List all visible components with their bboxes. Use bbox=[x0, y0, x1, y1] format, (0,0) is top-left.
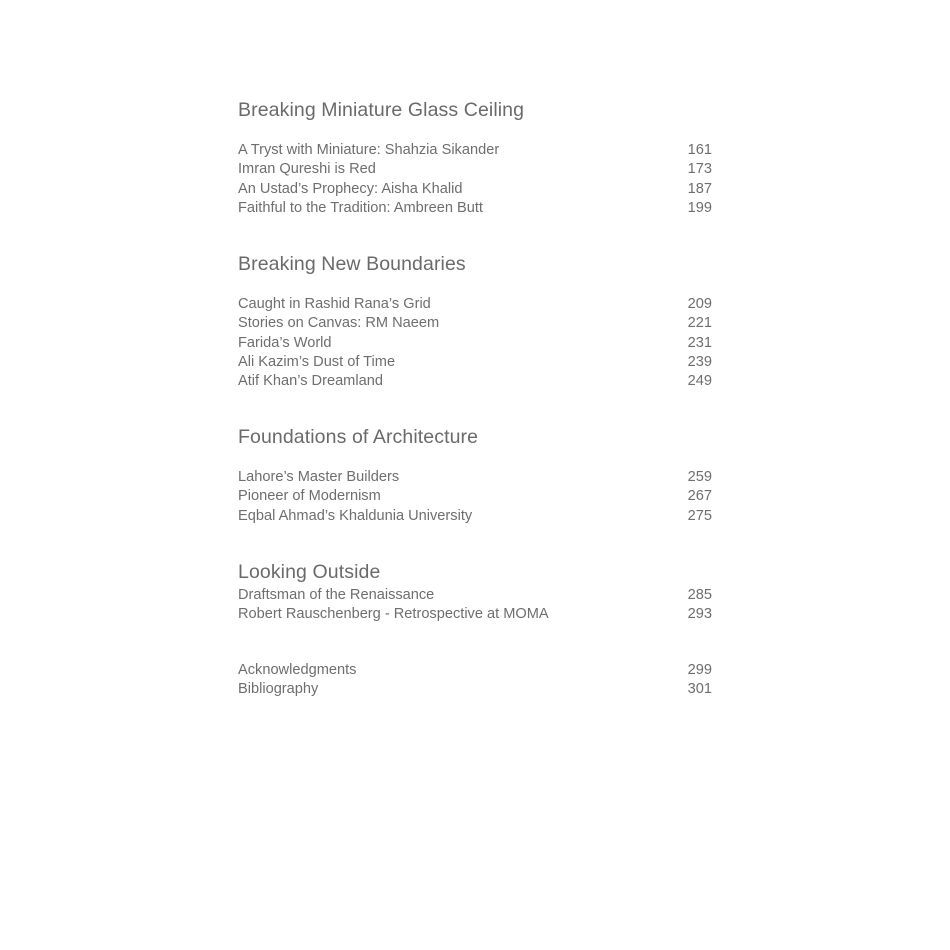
toc-entry[interactable] bbox=[238, 160, 712, 179]
entry-title: Lahore’s Master Builders bbox=[238, 469, 400, 485]
entry-page-number: 187 bbox=[687, 180, 712, 197]
entry-list bbox=[238, 295, 712, 391]
entry-page-number: 301 bbox=[687, 681, 712, 698]
entry-title: A Tryst with Miniature: Shahzia Sikander bbox=[238, 142, 500, 158]
entry-title: Farida’s World bbox=[238, 334, 332, 351]
entry-title: An Ustad’s Prophecy: Aisha Khalid bbox=[238, 180, 463, 197]
entry-title: Pioneer of Modernism bbox=[238, 488, 381, 505]
toc-section bbox=[238, 250, 712, 391]
toc-section bbox=[238, 558, 712, 625]
toc-entry[interactable] bbox=[238, 372, 712, 391]
entry-title: Faithful to the Tradition: Ambreen Butt bbox=[238, 199, 483, 216]
entry-page-number: 221 bbox=[687, 315, 712, 332]
entry-title: Caught in Rashid Rana’s Grid bbox=[238, 296, 431, 312]
toc-entry[interactable] bbox=[238, 180, 712, 199]
entry-page-number: 199 bbox=[687, 199, 712, 216]
entry-title: Acknowledgments bbox=[238, 662, 357, 678]
entry-page-number: 267 bbox=[687, 488, 712, 505]
entry-page-number: 285 bbox=[687, 587, 712, 603]
toc-entry[interactable] bbox=[238, 661, 712, 680]
toc-entry[interactable] bbox=[238, 605, 712, 624]
entry-list bbox=[238, 586, 712, 625]
toc-entry[interactable] bbox=[238, 199, 712, 218]
entry-page-number: 161 bbox=[687, 142, 712, 158]
toc-entry[interactable] bbox=[238, 468, 712, 487]
entry-title: Ali Kazim’s Dust of Time bbox=[238, 353, 396, 370]
toc-section bbox=[238, 96, 712, 218]
toc-section bbox=[238, 423, 712, 526]
section-title: Breaking Miniature Glass Ceiling bbox=[238, 99, 525, 121]
toc-entry[interactable] bbox=[238, 334, 712, 353]
section-title: Foundations of Architecture bbox=[238, 426, 479, 448]
entry-title: Stories on Canvas: RM Naeem bbox=[238, 315, 440, 332]
entry-title: Bibliography bbox=[238, 681, 319, 698]
section-title: Breaking New Boundaries bbox=[238, 253, 466, 275]
entry-title: Robert Rauschenberg - Retrospective at MOMA bbox=[238, 606, 549, 623]
toc-entry[interactable] bbox=[238, 507, 712, 526]
toc-entry[interactable] bbox=[238, 141, 712, 160]
entry-title: Atif Khan’s Dreamland bbox=[238, 373, 383, 390]
entry-page-number: 239 bbox=[687, 353, 712, 370]
toc-back-matter bbox=[238, 661, 712, 700]
entry-list bbox=[238, 468, 712, 526]
entry-page-number: 275 bbox=[687, 507, 712, 524]
toc-entry[interactable] bbox=[238, 314, 712, 333]
entry-list bbox=[238, 141, 712, 218]
entry-page-number: 249 bbox=[687, 373, 712, 390]
entry-page-number: 209 bbox=[687, 296, 712, 312]
toc-entry[interactable] bbox=[238, 353, 712, 372]
entry-page-number: 259 bbox=[687, 469, 712, 485]
entry-page-number: 293 bbox=[687, 606, 712, 623]
entry-title: Imran Qureshi is Red bbox=[238, 161, 376, 178]
toc-entry[interactable] bbox=[238, 295, 712, 314]
entry-page-number: 299 bbox=[687, 662, 712, 678]
entry-page-number: 231 bbox=[687, 334, 712, 351]
toc-entry[interactable] bbox=[238, 680, 712, 699]
entry-page-number: 173 bbox=[687, 161, 712, 178]
entry-title: Draftsman of the Renaissance bbox=[238, 587, 435, 603]
toc-entry[interactable] bbox=[238, 586, 712, 605]
toc-entry[interactable] bbox=[238, 487, 712, 506]
entry-list bbox=[238, 661, 712, 700]
section-title: Looking Outside bbox=[238, 561, 381, 583]
entry-title: Eqbal Ahmad’s Khaldunia University bbox=[238, 507, 473, 524]
